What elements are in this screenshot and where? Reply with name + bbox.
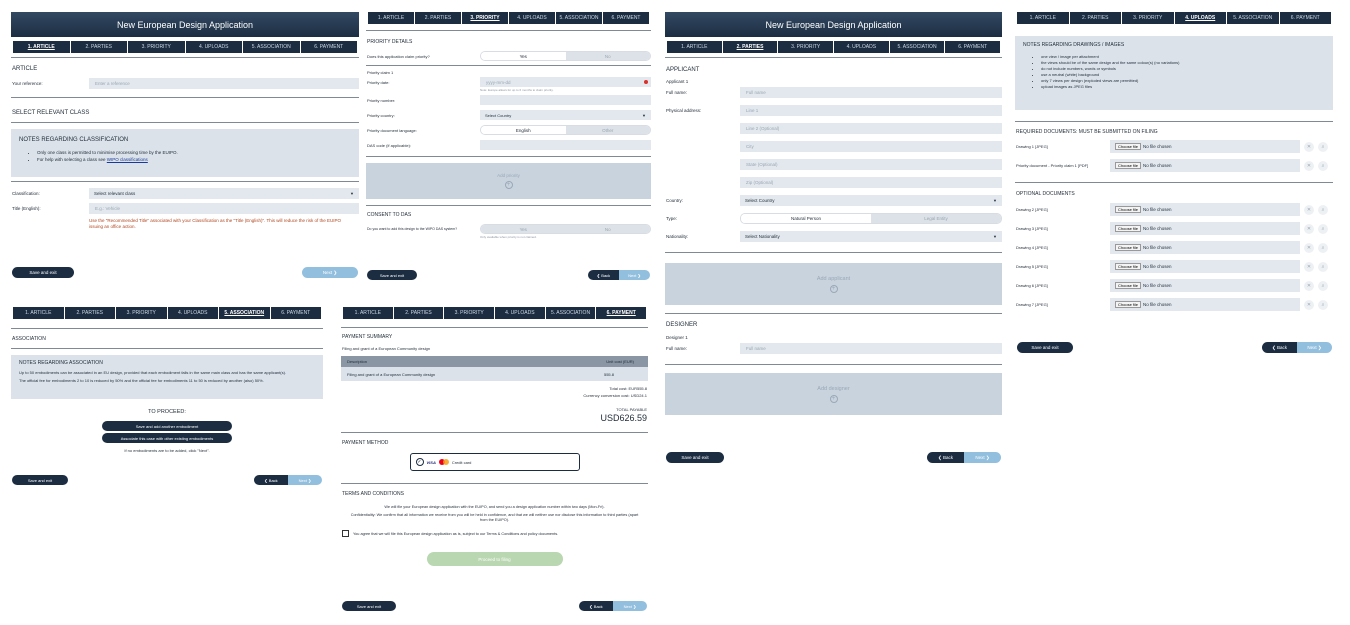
classification-notes [11,129,359,177]
tab-payment[interactable]: 6. PAYMENT [596,307,646,319]
zoom-icon[interactable]: ⌕ [1318,161,1328,171]
chevron-right-icon: ❯ [308,477,312,483]
file-input[interactable] [1110,140,1300,153]
zip-input[interactable]: Zip (Optional) [740,177,1002,188]
add-priority-label: Add priority [497,173,520,178]
nationality-label: Nationality: [666,234,689,239]
next-button[interactable] [1297,342,1332,353]
tab-parties[interactable]: 2. PARTIES [1070,12,1122,24]
total-payable-label: TOTAL PAYABLE [616,407,647,412]
applicant-title: Applicant 1 [666,79,689,84]
tab-parties[interactable]: 2. PARTIES [415,12,461,24]
tab-priority[interactable]: 3. PRIORITY [778,41,833,53]
no-option[interactable]: No [566,52,651,60]
file-input[interactable] [1110,222,1300,235]
choose-file-button[interactable]: Choose file [1115,301,1141,308]
save-exit-button[interactable]: Save and exit [1017,342,1073,353]
tab-association[interactable]: 5. ASSOCIATION [219,307,270,319]
remove-icon[interactable]: ✕ [1304,243,1314,253]
caret-down-icon: ▼ [642,112,646,118]
section-title: ASSOCIATION [12,336,46,342]
country-label: Country: [666,198,684,203]
tab-article[interactable]: 1. ARTICLE [13,41,70,53]
select-value: Select Nationality [745,234,780,239]
parties-panel [665,12,1002,467]
choose-file-button[interactable]: Choose file [1115,143,1141,150]
priority-panel [366,12,651,284]
city-input[interactable]: City [740,141,1002,152]
back-button[interactable] [254,475,288,485]
to-proceed-heading: TO PROCEED: [148,409,186,415]
consent-question: Do you want to add this design to the WIPO DAS system? [367,227,458,231]
address-line1-input[interactable]: Line 1 [740,105,1002,116]
reference-input[interactable]: Enter a reference [89,78,359,89]
file-label: Drawing 2 [JPEG] [1016,207,1048,212]
chevron-right-icon: ❯ [333,269,338,275]
tab-priority[interactable]: 3. PRIORITY [462,12,508,24]
associate-existing-button[interactable]: Associate this case with other existing embodiments [102,433,232,443]
file-label: Drawing 7 [JPEG] [1016,302,1048,307]
remove-icon[interactable]: ✕ [1304,281,1314,291]
row-cost: 555.8 [603,371,614,377]
title-label: Title (English): [12,206,41,211]
mastercard-icon [439,459,449,465]
uploads-panel [1015,12,1333,357]
summary-table [341,356,648,381]
summary-title: PAYMENT SUMMARY [342,334,393,340]
type-label: Type: [666,216,678,221]
designer-title: Designer 1 [666,335,688,340]
optional-section-title: OPTIONAL DOCUMENTS [1016,191,1075,197]
consent-toggle[interactable] [480,224,651,234]
back-label: Back [593,603,603,609]
language-label: Priority document language: [367,127,417,133]
no-file-text: No file chosen [1143,207,1172,212]
row-description: Filing and grant of a European Community design [347,371,436,377]
full-name-label: Full name: [666,90,688,95]
country-select[interactable] [740,195,1002,206]
file-label: Drawing 1 [JPEG] [1016,144,1048,149]
file-row [1015,298,1333,311]
remove-icon[interactable]: ✕ [1304,142,1314,152]
file-row [1015,279,1333,292]
next-label: Next [975,455,985,460]
zoom-icon[interactable]: ⌕ [1318,205,1328,215]
terms-paragraph: We will file your European design application with the EUIPO, and send you a design application number within two days (Mon-Fri). [384,505,605,509]
full-name-input[interactable]: Full name [740,87,1002,98]
state-input[interactable]: State (Optional) [740,159,1002,170]
note-item: • do not include numbers, words or symbols [1041,66,1325,72]
nav-buttons [579,601,647,611]
summary-subtitle: Filing and grant of a European Community design [342,346,431,351]
file-row [1015,222,1333,235]
classification-select[interactable] [89,188,359,199]
next-label: Next [322,270,333,275]
caret-down-icon: ▼ [350,191,354,196]
claim-toggle[interactable] [480,51,651,61]
tab-priority[interactable]: 3. PRIORITY [128,41,185,53]
no-file-text: No file chosen [1143,245,1172,250]
back-button[interactable] [1262,342,1297,353]
section-title: ARTICLE [12,66,38,72]
plus-icon: + [830,285,838,293]
tab-article[interactable]: 1. ARTICLE [368,12,414,24]
classification-label: Classification: [12,191,40,196]
choose-file-button[interactable]: Choose file [1115,225,1141,232]
notes-title: NOTES REGARDING CLASSIFICATION [19,137,129,143]
chevron-left-icon: ❮ [937,454,942,460]
no-file-text: No file chosen [1143,226,1172,231]
class-section-title: SELECT RELEVANT CLASS [12,110,90,116]
designer-name-input[interactable]: Full name [740,343,1002,354]
tab-article[interactable]: 1. ARTICLE [1017,12,1069,24]
tab-priority[interactable]: 3. PRIORITY [1122,12,1174,24]
save-exit-button[interactable]: Save and exit [666,452,724,463]
yes-option[interactable]: Yes [481,52,566,60]
tab-association[interactable]: 5. ASSOCIATION [1227,12,1279,24]
tab-association[interactable]: 5. ASSOCIATION [890,41,945,53]
tab-article[interactable]: 1. ARTICLE [343,307,393,319]
article-panel [11,12,359,282]
back-label: Back [268,477,278,483]
remove-icon[interactable]: ✕ [1304,205,1314,215]
visa-icon: VISA [426,459,436,465]
tab-priority[interactable]: 3. PRIORITY [116,307,167,319]
file-label: Drawing 5 [JPEG] [1016,264,1048,269]
remove-icon[interactable]: ✕ [1304,300,1314,310]
credit-card-label: Credit card [451,459,472,465]
caret-down-icon: ▼ [993,234,997,239]
no-file-text: No file chosen [1143,302,1172,307]
chevron-right-icon: ❯ [637,272,641,278]
designer-section-title: DESIGNER [666,322,698,328]
step-tabs [341,307,648,319]
no-option[interactable]: No [566,225,651,233]
terms-paragraph: Confidentiality: We confirm that all information we receive from you will be held in confidence, and that we will neither use nor disclose this information to third parties (apart from the EUIPO). [350,513,639,522]
tab-association[interactable]: 5. ASSOCIATION [546,307,596,319]
file-label: Drawing 4 [JPEG] [1016,245,1048,250]
total-payable-amount: USD626.59 [600,413,647,423]
zoom-icon[interactable]: ⌕ [1318,281,1328,291]
proceed-button[interactable]: Proceed to filing [427,552,563,566]
note-item: • only 7 views per design (exploded views are permitted) [1041,78,1325,84]
app-title: New European Design Application [11,12,359,37]
next-label: Next [623,603,632,609]
add-designer-label: Add designer [817,385,850,392]
total-cost: Total cost: EUR555.8 [609,386,647,391]
file-label: Drawing 3 [JPEG] [1016,226,1048,231]
das-input[interactable] [480,140,651,150]
zoom-icon[interactable]: ⌕ [1318,262,1328,272]
country-select[interactable] [480,110,651,120]
add-priority-button[interactable] [366,163,651,199]
step-tabs [11,41,359,53]
add-embodiment-button[interactable]: Save and add another embodiment [102,421,232,431]
required-section-title: REQUIRED DOCUMENTS: MUST BE SUBMITTED ON FILING [1016,129,1158,135]
claim-label: Does this application claim priority? [367,53,430,59]
tab-uploads[interactable]: 4. UPLOADS [168,307,219,319]
agree-row [341,530,648,537]
other-option[interactable]: Other [566,126,651,134]
natural-person-option[interactable]: Natural Person [741,214,871,223]
tab-uploads[interactable]: 4. UPLOADS [186,41,243,53]
terms-title: TERMS AND CONDITIONS [342,491,404,497]
next-button[interactable] [288,475,322,485]
tab-parties[interactable]: 2. PARTIES [723,41,778,53]
file-row [1015,260,1333,273]
address-label: Physical address: [666,108,702,113]
note-item: • upload images as JPEG files [1041,84,1325,90]
tab-article[interactable]: 1. ARTICLE [667,41,722,53]
next-button[interactable] [964,452,1001,463]
next-label: Next [298,477,307,483]
save-exit-button[interactable]: Save and exit [12,475,68,485]
col-unit-cost: Unit cost (EUR) [606,359,634,364]
date-label: Priority date: [367,79,390,85]
notes-title: NOTES REGARDING ASSOCIATION [19,360,103,366]
zoom-icon[interactable]: ⌕ [1318,300,1328,310]
chevron-right-icon: ❯ [1317,344,1322,350]
step-tabs [665,41,1002,53]
back-label: Back [601,272,611,278]
back-button[interactable] [579,601,613,611]
note-item: • Only one class is permitted to minimise processing time by the EUIPO. [37,149,351,156]
no-file-text: No file chosen [1143,144,1172,149]
remove-icon[interactable]: ✕ [1304,224,1314,234]
file-input[interactable] [1110,241,1300,254]
number-label: Priority number: [367,97,396,103]
save-exit-button[interactable]: Save and exit [367,270,417,280]
table-header [341,356,648,367]
zoom-icon[interactable]: ⌕ [1318,243,1328,253]
conversion-cost: Currency conversion cost: USD24.1 [583,393,647,398]
agree-text: You agree that we will file this European design application as is, subject to our Terms & Conditions and policy documents. [353,531,559,536]
yes-option[interactable]: Yes [481,225,566,233]
title-warning: Use the "Recommended Title" associated with your Classification as the "Title (English)". This will reduce the risk of the EUIPO issuing an office action. [89,218,341,229]
agree-checkbox[interactable] [342,530,349,537]
tab-association[interactable]: 5. ASSOCIATION [556,12,602,24]
caret-down-icon: ▼ [993,198,997,203]
file-label: Priority document - Priority claim 1 [PDF] [1016,163,1089,168]
designer-name-label: Full name: [666,346,688,351]
tab-parties[interactable]: 2. PARTIES [394,307,444,319]
title-input[interactable]: E.g.: Vehicle [89,203,359,214]
zoom-icon[interactable]: ⌕ [1318,224,1328,234]
next-label: Next [1307,345,1317,350]
back-label: Back [943,455,954,460]
tab-uploads[interactable]: 4. UPLOADS [495,307,545,319]
method-title: PAYMENT METHOD [342,440,389,446]
step-tabs [366,12,651,24]
file-input[interactable] [1110,203,1300,216]
add-applicant-label: Add applicant [816,275,851,282]
select-value: Select Country [745,198,775,203]
file-input[interactable] [1110,260,1300,273]
back-button[interactable] [588,270,619,280]
chevron-right-icon: ❯ [633,603,637,609]
tab-payment[interactable]: 6. PAYMENT [603,12,649,24]
section-title: PRIORITY DETAILS [367,39,413,45]
next-hint: If no embodiments are to be added, click "Next". [124,448,210,453]
tab-payment[interactable]: 6. PAYMENT [271,307,322,319]
no-file-text: No file chosen [1143,264,1172,269]
file-row [1015,241,1333,254]
tab-payment[interactable]: 6. PAYMENT [301,41,358,53]
save-exit-button[interactable]: Save and exit [12,267,74,278]
chevron-left-icon: ❮ [596,272,601,278]
tab-uploads[interactable]: 4. UPLOADS [1175,12,1227,24]
notes-title: NOTES REGARDING DRAWINGS / IMAGES [1023,42,1125,48]
note-item: • one view / image per attachment [1041,54,1325,60]
file-input[interactable] [1110,159,1300,172]
table-row [341,367,648,381]
remove-icon[interactable]: ✕ [1304,161,1314,171]
zoom-icon[interactable]: ⌕ [1318,142,1328,152]
language-toggle[interactable] [480,125,651,135]
save-exit-button[interactable]: Save and exit [342,601,396,611]
select-value: Select Country [485,112,512,118]
file-row [1015,203,1333,216]
chevron-left-icon: ❮ [1271,344,1276,350]
check-icon: ✓ [417,459,422,465]
association-panel [11,307,323,490]
number-input[interactable] [480,95,651,105]
date-placeholder: yyyy-mm-dd [486,79,511,85]
add-applicant-button[interactable] [665,263,1002,305]
plus-icon: + [505,181,513,189]
tab-association[interactable]: 5. ASSOCIATION [243,41,300,53]
date-note: Note: Europe allows for up to 6 months to claim priority. [480,88,554,92]
consent-note: Only available when priority is not claimed. [480,235,537,239]
applicant-section-title: APPLICANT [666,67,700,73]
tab-payment[interactable]: 6. PAYMENT [945,41,1000,53]
tab-uploads[interactable]: 4. UPLOADS [834,41,889,53]
drawing-notes [1015,36,1333,110]
step-tabs [11,307,323,319]
nav-buttons [927,452,1001,463]
select-value: Select relevant class [94,191,136,196]
nav-buttons [254,475,322,485]
note-item: • use a neutral (white) background [1041,72,1325,78]
choose-file-button[interactable]: Choose file [1115,282,1141,289]
address-line2-input[interactable]: Line 2 (Optional) [740,123,1002,134]
chevron-left-icon: ❮ [264,477,268,483]
no-file-text: No file chosen [1143,163,1172,168]
nav-buttons [588,270,650,280]
association-notes [11,355,323,399]
tab-article[interactable]: 1. ARTICLE [13,307,64,319]
country-label: Priority country: [367,112,395,118]
next-button[interactable] [613,601,647,611]
payment-panel [341,307,648,613]
no-file-text: No file chosen [1143,283,1172,288]
required-dot-icon [644,80,648,84]
tab-parties[interactable]: 2. PARTIES [65,307,116,319]
chevron-left-icon: ❮ [589,603,593,609]
choose-file-button[interactable]: Choose file [1115,263,1141,270]
tab-parties[interactable]: 2. PARTIES [71,41,128,53]
date-input[interactable] [480,77,651,87]
tab-priority[interactable]: 3. PRIORITY [444,307,494,319]
file-row [1015,159,1333,172]
reference-label: Your reference: [12,81,43,86]
type-toggle[interactable] [740,213,1002,224]
tab-uploads[interactable]: 4. UPLOADS [509,12,555,24]
note-paragraph: Up to 50 embodiments can be associated in an EU design, provided that each embodiment falls in the same main class and has the same applicant(s). [19,370,287,375]
next-button[interactable] [619,270,650,280]
next-label: Next [628,272,637,278]
choose-file-button[interactable]: Choose file [1115,244,1141,251]
col-description: Description [347,359,368,364]
credit-card-option[interactable] [410,453,580,471]
plus-icon: + [830,395,838,403]
consent-title: CONSENT TO DAS [367,212,412,218]
choose-file-button[interactable]: Choose file [1115,162,1141,169]
note-paragraph: The official fee for embodiments 2 to 10 is reduced by 50% and the official fee for embodiments 11 to 50 is reduced by another (also) 50%. [19,378,264,383]
step-tabs [1015,12,1333,24]
note-item: • the views should be of the same design and the same colour(s) (no variations) [1041,60,1325,66]
das-label: DAS code (if applicable): [367,142,412,148]
legal-entity-option[interactable]: Legal Entity [871,214,1001,223]
remove-icon[interactable]: ✕ [1304,262,1314,272]
file-label: Drawing 6 [JPEG] [1016,283,1048,288]
claim-title: Priority claim 1 [367,70,394,75]
english-option[interactable]: English [481,126,566,134]
wipo-link[interactable]: WIPO classifications [106,157,148,162]
chevron-right-icon: ❯ [985,454,990,460]
next-button[interactable] [302,267,358,278]
note-item [37,156,351,163]
nationality-select[interactable] [740,231,1002,242]
file-input[interactable] [1110,279,1300,292]
nav-buttons [1262,342,1332,353]
add-designer-button[interactable] [665,373,1002,415]
choose-file-button[interactable]: Choose file [1115,206,1141,213]
file-row [1015,140,1333,153]
tab-payment[interactable]: 6. PAYMENT [1280,12,1332,24]
note-text: For help with selecting a class see [37,157,107,162]
back-button[interactable] [927,452,964,463]
back-label: Back [1277,345,1288,350]
file-input[interactable] [1110,298,1300,311]
app-title: New European Design Application [665,12,1002,37]
